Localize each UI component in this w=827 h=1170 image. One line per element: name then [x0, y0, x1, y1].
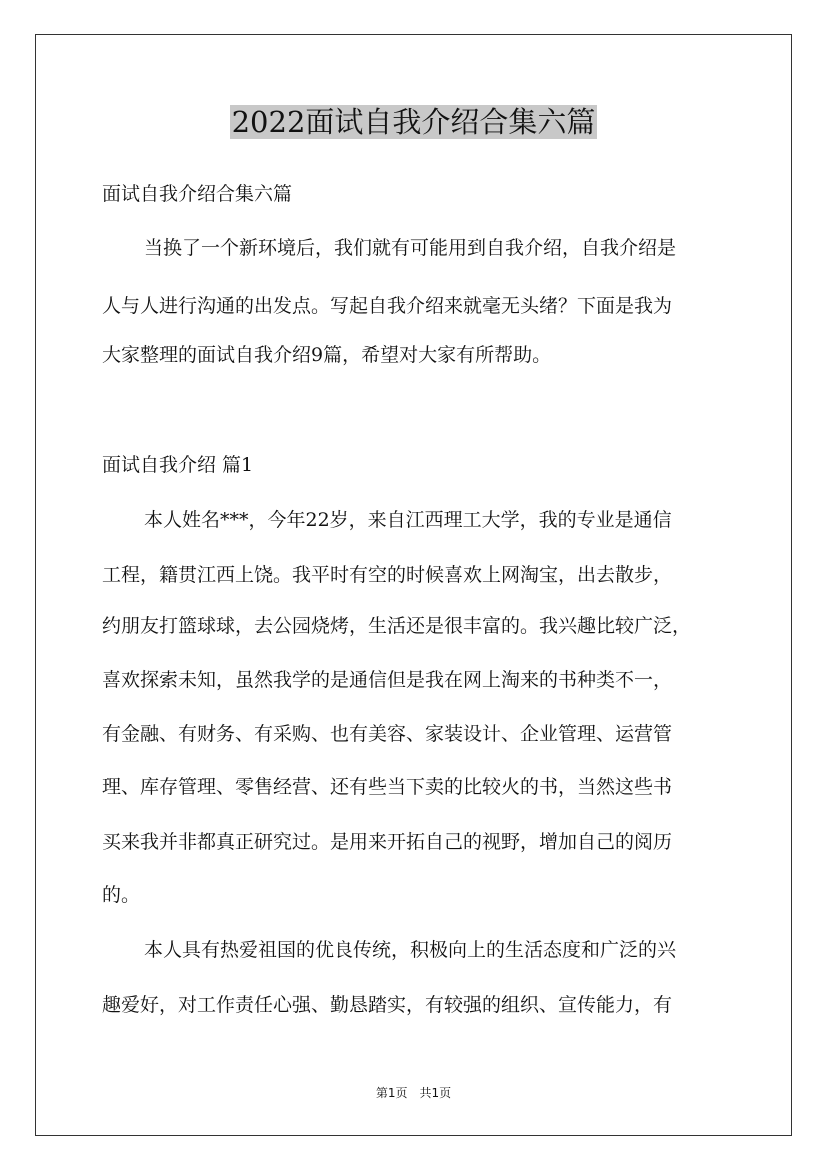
paragraph1-line-4: 喜欢探索未知，虽然我学的是通信但是我在网上淘来的书种类不一，: [102, 669, 673, 691]
section-heading: 面试自我介绍 篇1: [102, 454, 254, 476]
paragraph2-line-2: 趣爱好，对工作责任心强、勤恳踏实，有较强的组织、宣传能力，有: [102, 994, 673, 1016]
page-footer: [0, 1084, 827, 1101]
paragraph1-line-8: 的。: [102, 884, 141, 906]
footer-page-number: 第1页: [375, 1086, 408, 1100]
paragraph1-line-1: 本人姓名***，今年22岁，来自江西理工大学，我的专业是通信: [144, 509, 672, 531]
document-title: [0, 100, 827, 144]
paragraph1-line-5: 有金融、有财务、有采购、也有美容、家装设计、企业管理、运营管: [102, 723, 673, 745]
document-subtitle: 面试自我介绍合集六篇: [102, 183, 293, 205]
paragraph1-line-7: 买来我并非都真正研究过。是用来开拓自己的视野，增加自己的阅历: [102, 831, 673, 853]
intro-line-1: 当换了一个新环境后，我们就有可能用到自我介绍，自我介绍是: [144, 237, 677, 259]
document-title-text: 2022面试自我介绍合集六篇: [231, 105, 596, 139]
intro-line-3: 大家整理的面试自我介绍9篇，希望对大家有所帮助。: [102, 344, 552, 366]
paragraph2-line-1: 本人具有热爱祖国的优良传统，积极向上的生活态度和广泛的兴: [144, 939, 677, 961]
paragraph1-line-3: 约朋友打篮球球，去公园烧烤，生活还是很丰富的。我兴趣比较广泛，: [102, 615, 692, 637]
footer-page-total: 共1页: [419, 1086, 452, 1100]
intro-line-2: 人与人进行沟通的出发点。写起自我介绍来就毫无头绪？下面是我为: [102, 295, 673, 317]
paragraph1-line-2: 工程，籍贯江西上饶。我平时有空的时候喜欢上网淘宝，出去散步，: [102, 564, 673, 586]
paragraph1-line-6: 理、库存管理、零售经营、还有些当下卖的比较火的书，当然这些书: [102, 776, 673, 798]
